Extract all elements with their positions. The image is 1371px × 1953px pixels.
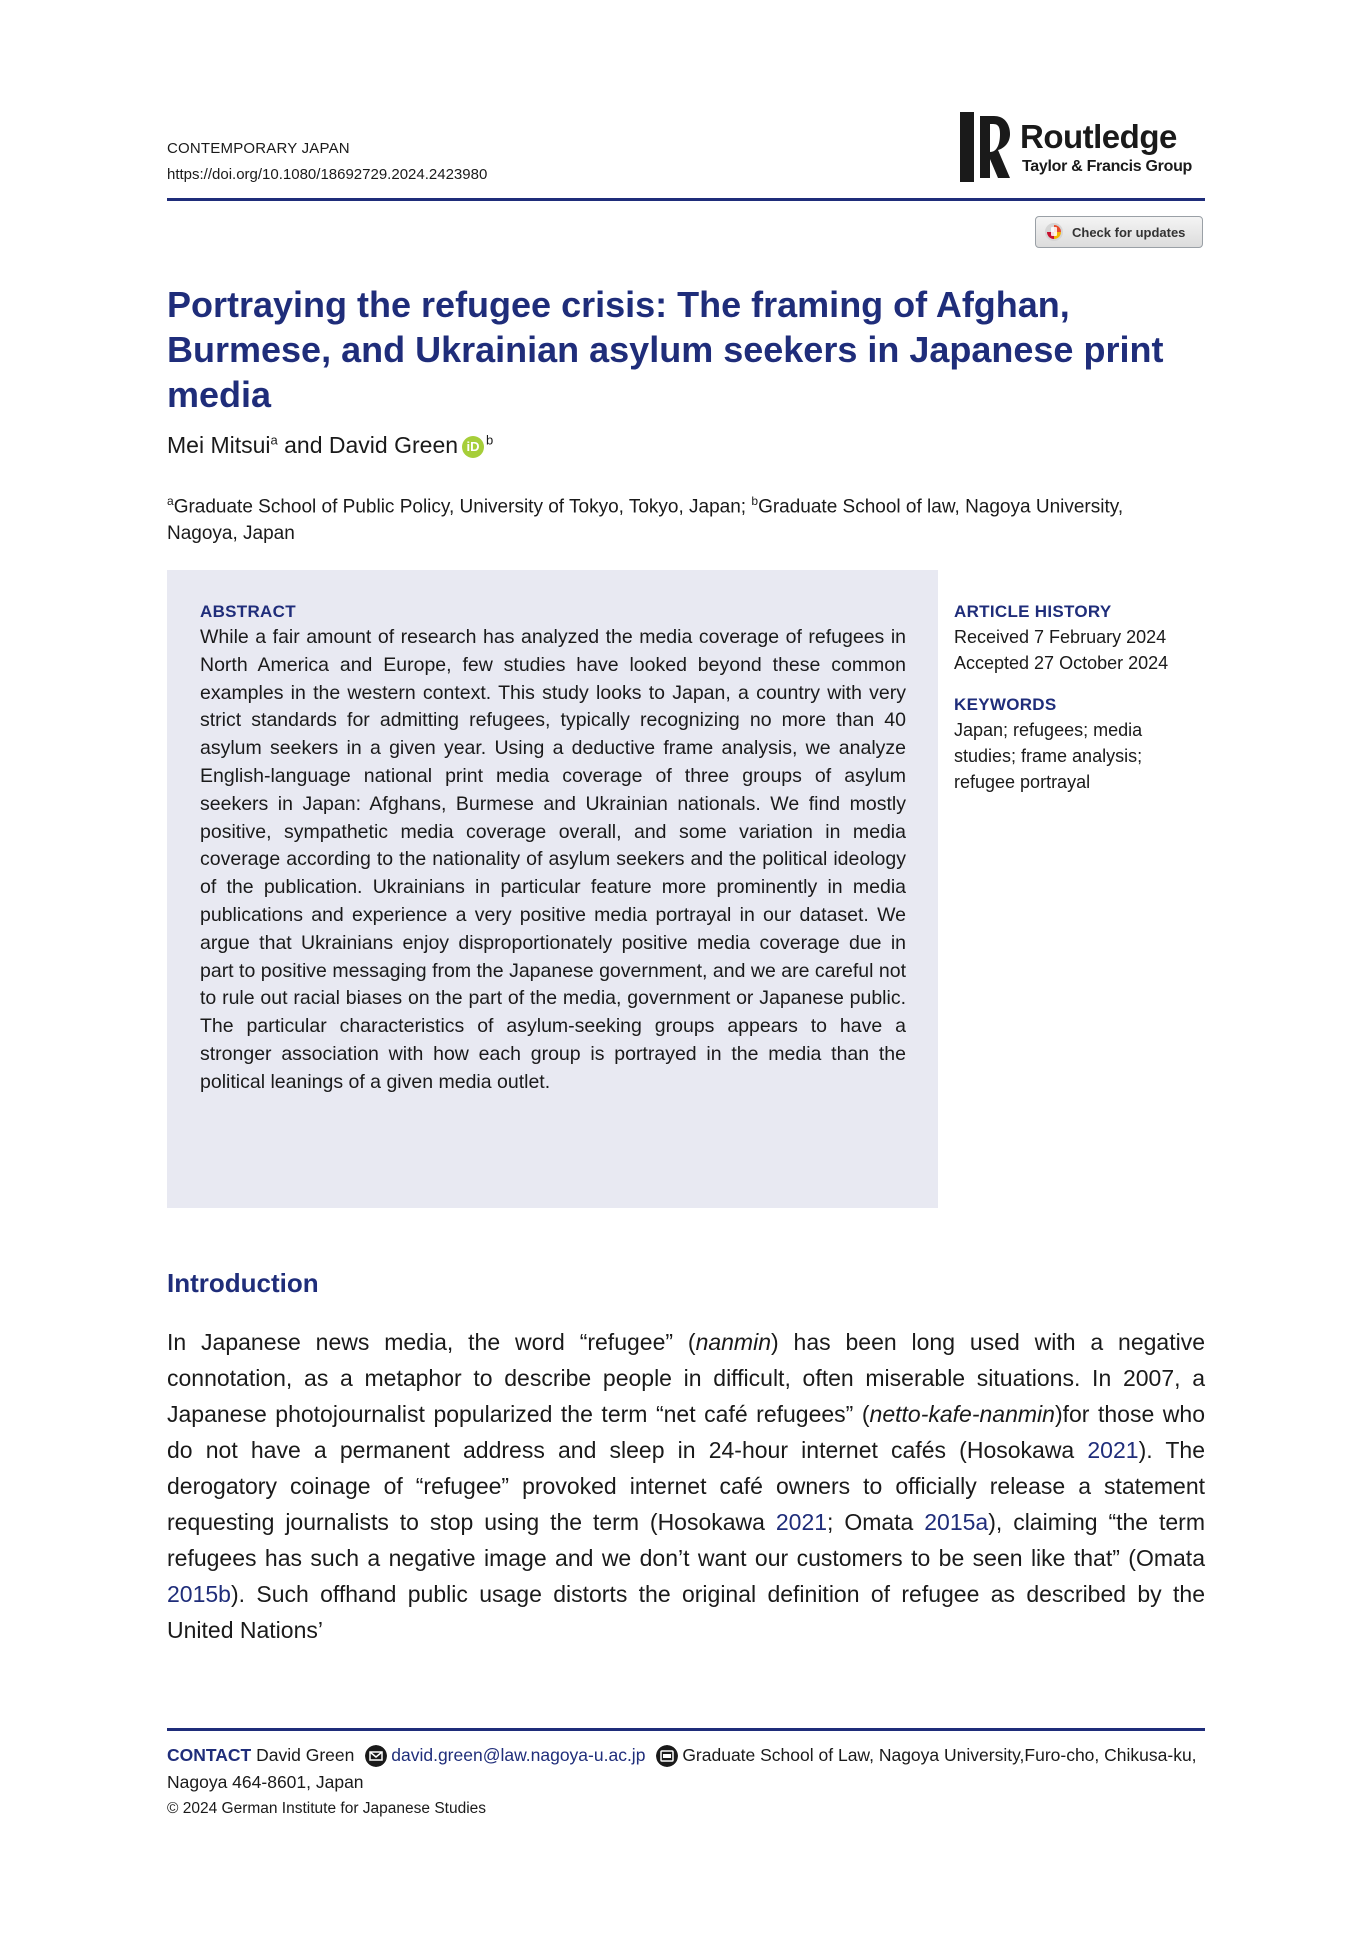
affiliation-a: Graduate School of Public Policy, University of Tokyo, Tokyo, Japan; bbox=[173, 496, 747, 518]
doi-link[interactable]: https://doi.org/10.1080/18692729.2024.2423980 bbox=[167, 166, 488, 183]
update-badge-icon bbox=[1044, 222, 1064, 242]
citation-link[interactable]: 2021 bbox=[775, 1509, 828, 1535]
received-date: Received 7 February 2024 bbox=[954, 627, 1167, 647]
check-for-updates-button[interactable] bbox=[1035, 216, 1203, 248]
abstract-text: While a fair amount of research has analyzed the media coverage of refugees in North America and Europe, few studies have looked beyond these common examples in the western context. This study looks to Japan, a country with very strict standards for admitting refugees, typically recognizing no more than 40 asylum seekers in a given year. Using a deductive frame analysis, we analyze English-language national print media coverage of three groups of asylum seekers in Japan: Afghans, Burmese and Ukrainian nationals. We find mostly positive, sympathetic media coverage overall, and some variation in media coverage according to the nationality of asylum seekers and the political ideology of the publication. Ukrainians in particular feature more prominently in media publications and experience a very positive media portrayal in our dataset. We argue that Ukrainians enjoy disproportionately positive media coverage due in part to positive messaging from the Japanese government, and we are careful not to rule out racial biases on the part of the media, government or Japanese public. The particular characteristics of asylum-seeking groups appears to have a stronger association with how each group is portrayed in the media than the political leanings of a given media outlet. bbox=[200, 626, 906, 1093]
accepted-date: Accepted 27 October 2024 bbox=[954, 653, 1169, 673]
affiliations: $^a$Graduate School of Public Policy, University of Tokyo, Tokyo, Japan; $^b$Graduate School of law, Nagoya University, Nagoya, Japan bbox=[167, 494, 1124, 545]
author-conjunction: and bbox=[284, 432, 323, 458]
copyright-notice: © 2024 German Institute for Japanese Studies bbox=[167, 1800, 487, 1817]
contact-name: David Green bbox=[256, 1745, 355, 1765]
citation-link[interactable]: 2021 bbox=[1087, 1437, 1139, 1463]
article-title: Portraying the refugee crisis: The framing of Afghan, Burmese, and Ukrainian asylum seekers in Japanese print media bbox=[167, 284, 1164, 415]
introduction-paragraph: In Japanese news media, the word “refugee” (nanmin) has been long used with a negative connotation, as a metaphor to describe people in difficult, often miserable situations. In 2007, a Japanese photojournalist popularized the term “net café refugees” (netto-kafe-nanmin)for those who do not have a permanent address and sleep in 24-hour internet cafés (Hosokawa 2021). The derogatory coinage of “refugee” provoked internet café owners to officially release a statement requesting journalists to stop using the term (Hosokawa 2021; Omata 2015a), claiming “the term refugees has such a negative image and we don’t want our customers to be seen like that” (Omata 2015b). Such offhand public usage distorts the original definition of refugee as described by the United Nations’ bbox=[167, 1329, 1206, 1643]
article-history-heading: ARTICLE HISTORY bbox=[954, 602, 1112, 621]
check-for-updates-label: Check for updates bbox=[1072, 224, 1186, 240]
contact-address: Graduate School of Law, Nagoya University,Furo-cho, Chikusa-ku, Nagoya 464-8601, Japan bbox=[167, 1745, 1197, 1792]
contact-block bbox=[167, 1742, 1207, 1796]
author-line bbox=[167, 432, 493, 459]
contact-email[interactable]: david.green@law.nagoya-u.ac.jp bbox=[391, 1745, 646, 1765]
contact-label: CONTACT bbox=[167, 1745, 252, 1765]
term-nanmin: nanmin bbox=[695, 1329, 771, 1355]
address-icon bbox=[656, 1745, 678, 1767]
abstract-heading: ABSTRACT bbox=[200, 602, 296, 621]
header-rule bbox=[167, 198, 1205, 201]
publisher-name: Routledge bbox=[1020, 118, 1177, 155]
affiliation-b: Graduate School of law, Nagoya University, Nagoya, Japan bbox=[167, 496, 1124, 545]
keywords-heading: KEYWORDS bbox=[954, 695, 1057, 714]
journal-name: CONTEMPORARY JAPAN bbox=[167, 140, 350, 157]
routledge-logo-icon bbox=[960, 112, 1012, 182]
publisher-subtitle: Taylor & Francis Group bbox=[1022, 158, 1193, 175]
keywords-list: Japan; refugees; media studies; frame analysis; refugee portrayal bbox=[954, 720, 1143, 792]
author-1: Mei Mitsui bbox=[167, 432, 271, 458]
term-netto-kafe-nanmin: netto-kafe-nanmin bbox=[869, 1401, 1055, 1427]
introduction-heading: Introduction bbox=[167, 1268, 319, 1298]
orcid-icon[interactable]: iD bbox=[462, 436, 484, 458]
publisher-logo bbox=[960, 112, 1210, 182]
author-2[interactable]: David Green bbox=[328, 432, 459, 458]
citation-link[interactable]: 2015a bbox=[924, 1509, 989, 1535]
citation-link[interactable]: 2015b bbox=[167, 1581, 231, 1607]
author-2-affil: b bbox=[486, 432, 494, 448]
footer-rule bbox=[167, 1728, 1205, 1731]
email-icon bbox=[365, 1745, 387, 1767]
author-1-affil: a bbox=[270, 432, 278, 448]
